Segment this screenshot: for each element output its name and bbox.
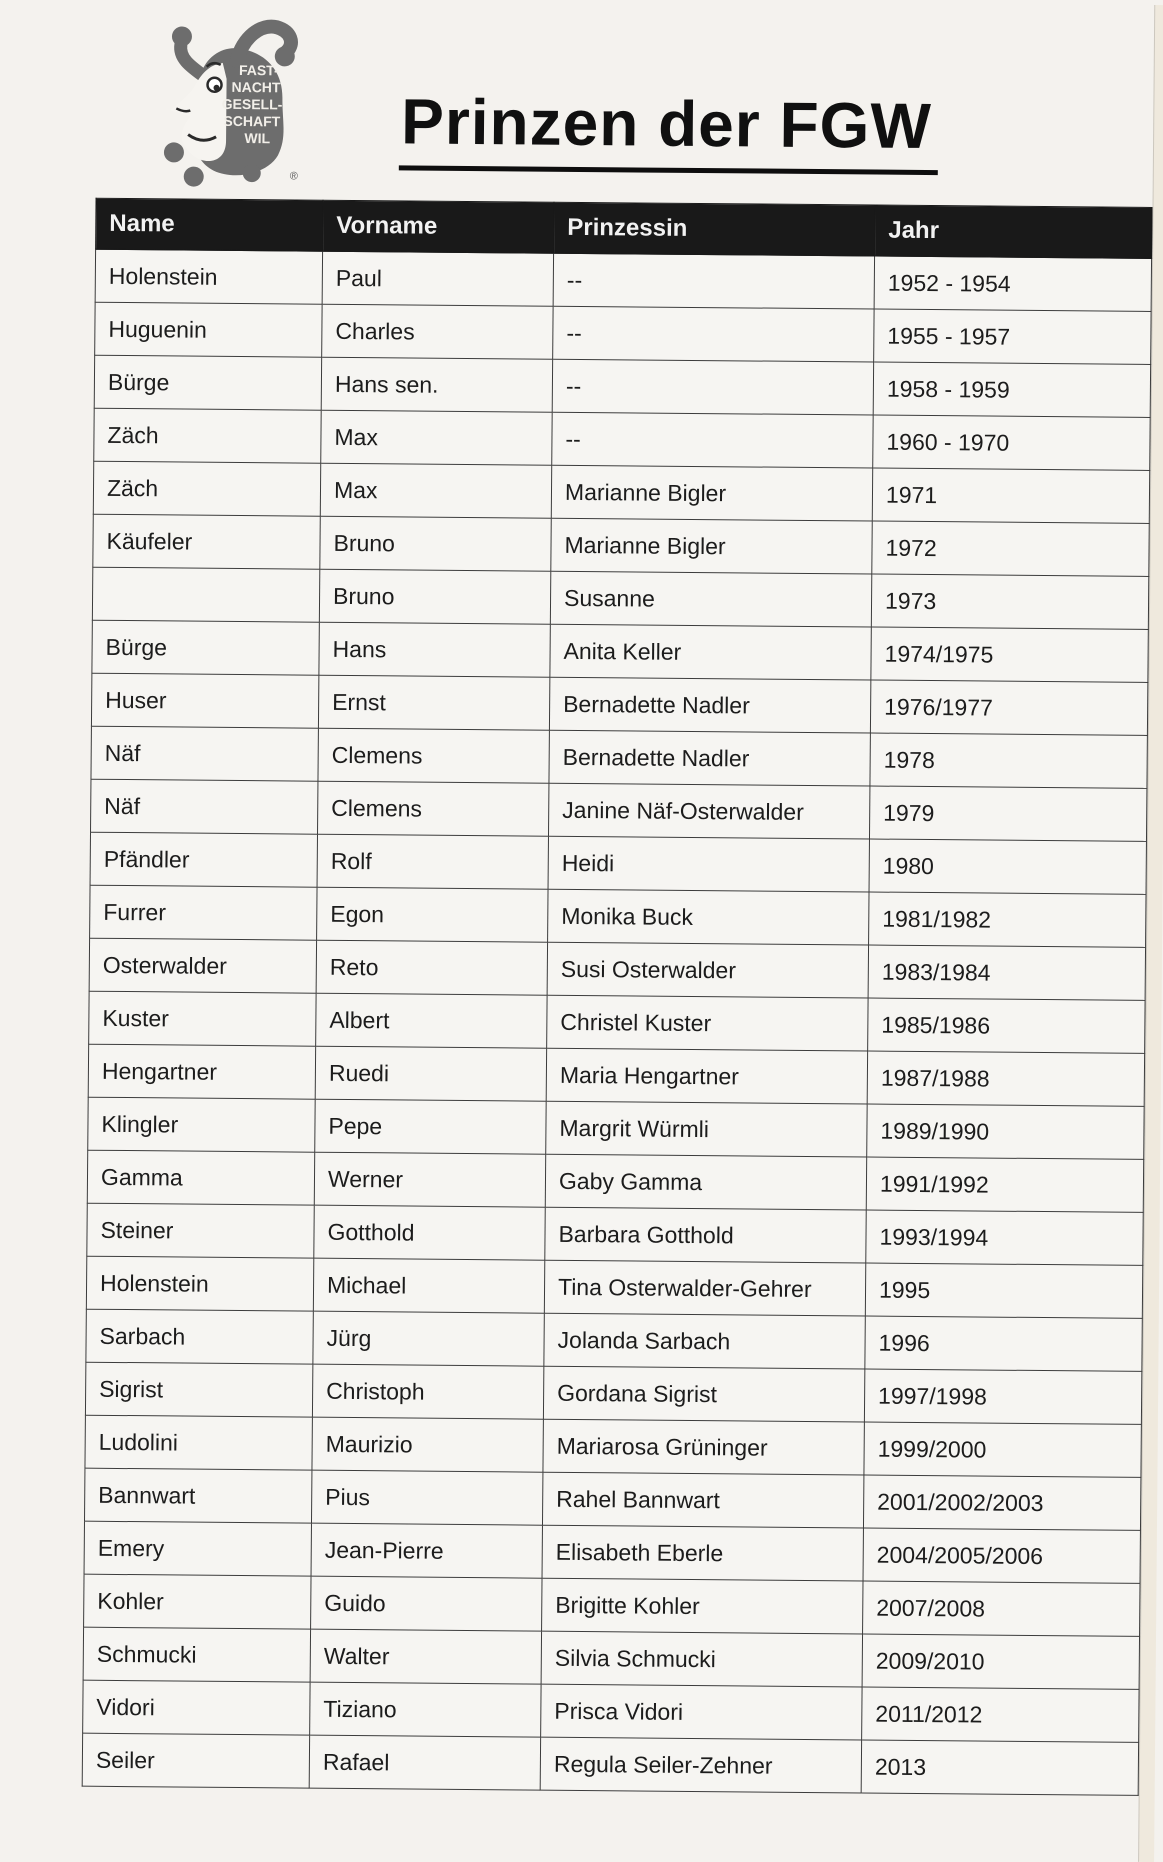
table-cell-vorname: Maurizio [312,1417,543,1472]
table-cell-prinzessin: Susi Osterwalder [547,942,868,998]
table-cell-name: Bürge [94,355,321,410]
table-cell-name: Bannwart [84,1468,311,1523]
table-cell-name [92,567,319,622]
table-cell-prinzessin: Bernadette Nadler [549,677,870,733]
jester-pupil [213,85,219,91]
table-row [95,249,1151,311]
table-cell-jahr: 1952 - 1954 [874,256,1151,311]
table-cell-vorname: Egon [317,887,548,942]
table-row [89,938,1145,1000]
table-cell-vorname: Albert [316,993,547,1048]
table-row [93,514,1149,576]
table-cell-prinzessin: Christel Kuster [547,995,868,1051]
table-cell-jahr: 1980 [869,839,1146,894]
table-cell-name: Gamma [87,1150,314,1205]
logo-text-line: GESELL- [221,95,283,113]
table-cell-prinzessin: Janine Näf-Osterwalder [548,783,869,839]
table-row [83,1627,1139,1689]
table-cell-prinzessin: Silvia Schmucki [541,1631,862,1687]
table-cell-vorname: Rolf [317,834,548,889]
jester-bottom-ball-3 [243,164,261,182]
table-cell-vorname: Bruno [320,516,551,571]
table-cell-jahr: 1979 [869,786,1146,841]
table-cell-prinzessin: Monika Buck [548,889,869,945]
table-cell-vorname: Michael [313,1258,544,1313]
table-cell-prinzessin: Regula Seiler-Zehner [540,1737,861,1793]
table-cell-prinzessin: Gordana Sigrist [543,1366,864,1422]
table-cell-prinzessin: Elisabeth Eberle [542,1525,863,1581]
table-cell-jahr: 1955 - 1957 [874,309,1151,364]
table-cell-vorname: Gotthold [314,1205,545,1260]
table-cell-jahr: 1960 - 1970 [873,415,1150,470]
table-row [85,1415,1141,1477]
table-cell-jahr: 1983/1984 [868,945,1145,1000]
prinzen-table [82,198,1153,1796]
table-cell-name: Steiner [87,1203,314,1258]
table-cell-vorname: Ruedi [315,1046,546,1101]
table-cell-prinzessin: Prisca Vidori [541,1684,862,1740]
table-cell-vorname: Hans sen. [321,357,552,412]
table-cell-prinzessin: Marianne Bigler [551,518,872,574]
table-cell-name: Näf [91,726,318,781]
table-cell-vorname: Ernst [318,675,549,730]
table-row [91,779,1147,841]
table-row [88,1044,1144,1106]
registered-mark: ® [289,170,298,183]
table-cell-vorname: Werner [314,1152,545,1207]
table-cell-jahr: 1999/2000 [864,1422,1141,1477]
table-cell-vorname: Max [321,410,552,465]
table-cell-name: Holenstein [95,249,322,304]
table-cell-vorname: Clemens [318,781,549,836]
table-row [85,1362,1141,1424]
table-cell-prinzessin: -- [552,412,873,468]
table-cell-name: Sarbach [86,1309,313,1364]
table-row [87,1150,1143,1212]
table-cell-prinzessin: -- [553,253,874,309]
table-row [84,1574,1140,1636]
column-header-name: Name [96,198,323,251]
table-cell-name: Zäch [94,408,321,463]
table-cell-prinzessin: -- [552,359,873,415]
table-cell-jahr: 1995 [865,1263,1142,1318]
table-cell-name: Osterwalder [89,938,316,993]
table-header-row [96,198,1152,258]
table-cell-jahr: 1974/1975 [871,627,1148,682]
logo-text-line: NACHT [231,78,281,96]
column-header-prinzessin: Prinzessin [554,202,875,256]
table-row [94,355,1150,417]
column-header-vorname: Vorname [323,200,554,253]
table-cell-jahr: 1985/1986 [868,998,1145,1053]
table-cell-name: Kohler [84,1574,311,1629]
table-cell-name: Vidori [83,1680,310,1735]
table-cell-vorname: Walter [310,1629,541,1684]
table-row [91,673,1147,735]
table-cell-prinzessin: Barbara Gotthold [545,1207,866,1263]
table-cell-jahr: 2009/2010 [862,1634,1139,1689]
table-row [95,302,1151,364]
table-cell-vorname: Reto [316,940,547,995]
table-cell-prinzessin: Tina Osterwalder-Gehrer [544,1260,865,1316]
table-cell-vorname: Christoph [312,1364,543,1419]
table-cell-name: Zäch [93,461,320,516]
jester-bottom-ball-1 [164,142,184,162]
table-cell-vorname: Pepe [315,1099,546,1154]
table-cell-prinzessin: Susanne [550,571,871,627]
table-cell-prinzessin: Marianne Bigler [551,465,872,521]
table-cell-prinzessin: Mariarosa Grüninger [543,1419,864,1475]
table-cell-prinzessin: Margrit Würmli [546,1101,867,1157]
table-cell-jahr: 2001/2002/2003 [863,1475,1140,1530]
table-cell-name: Käufeler [93,514,320,569]
table-cell-name: Ludolini [85,1415,312,1470]
table-cell-vorname: Paul [322,251,553,306]
table-cell-jahr: 1958 - 1959 [873,362,1150,417]
logo-text-line: SCHAFT [223,112,281,130]
table-cell-name: Emery [84,1521,311,1576]
table-row [86,1309,1142,1371]
table-cell-vorname: Guido [311,1576,542,1631]
table-cell-jahr: 1993/1994 [866,1210,1143,1265]
jester-left-horn [180,44,204,76]
table-cell-prinzessin: Anita Keller [550,624,871,680]
table-row [87,1203,1143,1265]
table-cell-jahr: 1991/1992 [866,1157,1143,1212]
table-row [94,408,1150,470]
table-cell-name: Sigrist [85,1362,312,1417]
jester-left-ball [172,26,192,46]
table-cell-jahr: 1996 [865,1316,1142,1371]
table-cell-jahr: 2007/2008 [863,1581,1140,1636]
table-row [84,1468,1140,1530]
table-row [89,991,1145,1053]
table-row [88,1097,1144,1159]
table-cell-jahr: 1972 [872,521,1149,576]
table-cell-name: Furrer [90,885,317,940]
table-cell-name: Hengartner [88,1044,315,1099]
table-row [92,567,1148,629]
table-row [86,1256,1142,1318]
table-cell-jahr: 1997/1998 [864,1369,1141,1424]
table-cell-name: Huguenin [95,302,322,357]
table-cell-prinzessin: Heidi [548,836,869,892]
table-cell-vorname: Charles [322,304,553,359]
table-cell-vorname: Hans [319,622,550,677]
logo-text-line: FAST- [238,61,279,79]
table-row [82,1733,1138,1795]
table-cell-prinzessin: Gaby Gamma [545,1154,866,1210]
table-row [84,1521,1140,1583]
table-cell-prinzessin: Brigitte Kohler [542,1578,863,1634]
table-cell-name: Pfändler [90,832,317,887]
table-cell-vorname: Jürg [313,1311,544,1366]
table-cell-name: Klingler [88,1097,315,1152]
table-cell-jahr: 2004/2005/2006 [863,1528,1140,1583]
table-row [90,885,1146,947]
table-body [82,249,1151,1795]
jester-bottom-ball-2 [184,167,204,187]
table-row [93,461,1149,523]
table-cell-vorname: Rafael [309,1735,540,1790]
table-cell-prinzessin: Rahel Bannwart [542,1472,863,1528]
table-cell-name: Huser [91,673,318,728]
table-cell-name: Näf [91,779,318,834]
table-cell-jahr: 1971 [872,468,1149,523]
table-cell-jahr: 2011/2012 [862,1687,1139,1742]
table-cell-jahr: 1989/1990 [867,1104,1144,1159]
table-cell-vorname: Jean-Pierre [311,1523,542,1578]
table-row [92,620,1148,682]
table-row [91,726,1147,788]
table-cell-vorname: Clemens [318,728,549,783]
table-cell-name: Bürge [92,620,319,675]
table-cell-vorname: Bruno [319,569,550,624]
table-cell-vorname: Pius [311,1470,542,1525]
table-cell-name: Kuster [89,991,316,1046]
page-title: Prinzen der FGW [399,84,938,175]
table-row [83,1680,1139,1742]
table-cell-prinzessin: Maria Hengartner [546,1048,867,1104]
table-cell-name: Schmucki [83,1627,310,1682]
table-cell-prinzessin: Bernadette Nadler [549,730,870,786]
table-row [90,832,1146,894]
table-cell-jahr: 1973 [871,574,1148,629]
table-cell-prinzessin: -- [553,306,874,362]
table-cell-jahr: 1978 [870,733,1147,788]
table-cell-jahr: 1981/1982 [869,892,1146,947]
table-cell-name: Holenstein [86,1256,313,1311]
table-cell-jahr: 1976/1977 [870,680,1147,735]
table-cell-vorname: Tiziano [310,1682,541,1737]
table-cell-prinzessin: Jolanda Sarbach [544,1313,865,1369]
table-cell-vorname: Max [320,463,551,518]
fgw-jester-logo [132,2,302,189]
table-cell-jahr: 2013 [861,1740,1138,1795]
logo-text-line: WIL [244,130,271,147]
table-cell-name: Seiler [82,1733,309,1788]
table-cell-jahr: 1987/1988 [867,1051,1144,1106]
column-header-jahr: Jahr [875,205,1152,258]
